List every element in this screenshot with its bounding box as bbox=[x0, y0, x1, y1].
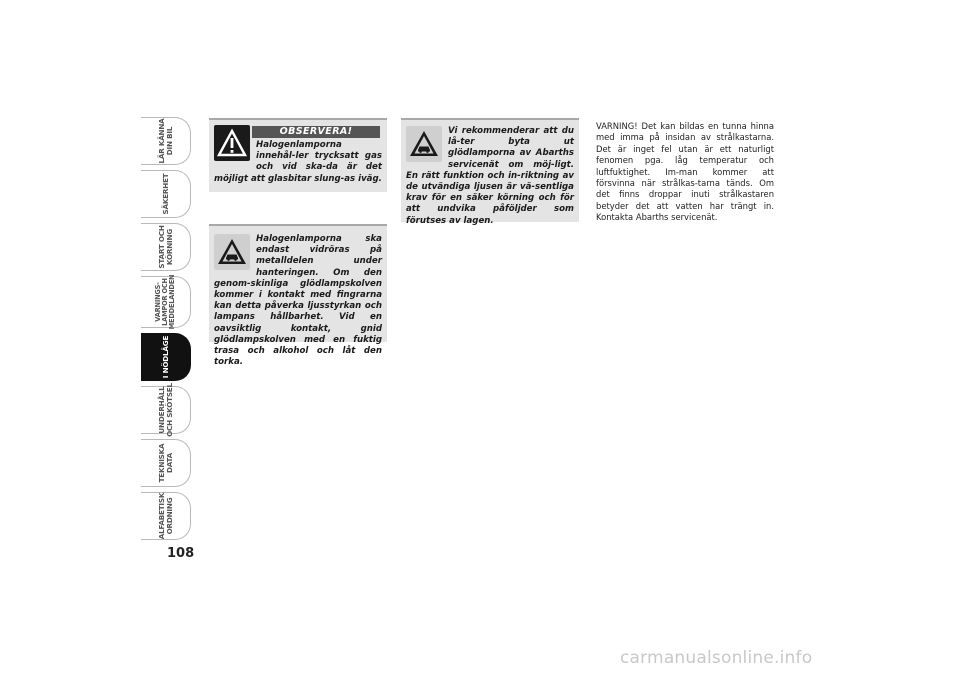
tab-varningslampor[interactable] bbox=[141, 276, 191, 328]
watermark: carmanualsonline.info bbox=[620, 648, 813, 668]
tab-tekniska-data[interactable] bbox=[141, 439, 191, 487]
tab-label: I NÖDLÄGE bbox=[160, 335, 170, 379]
rekommend-text: Vi rekommenderar att du lå-ter byta ut glödlamporna av Abarths servicenät om möj-ligt. En rätt funktion och in-riktning av de utvändiga ljusen är vä-sentliga krav för en säker körning och för att undvika påföljder som förutses av lagen. bbox=[406, 126, 574, 226]
tab-label: LÄR KÄNNA DIN BIL bbox=[156, 118, 174, 164]
halogen-text: Halogenlamporna ska endast vidröras på metalldelen under hanteringen. Om den genom-skinliga glödlampskolven kommer i kontakt med fingrarna kan detta påverka ljusstyrkan och lampans hållbarhet. Vid en oavsiktlig kontakt, gnid glödlampskolven med en fuktig trasa och alkohol och låt den torka. bbox=[214, 234, 382, 368]
car-warning-triangle-icon bbox=[214, 234, 250, 270]
halogen-text-block bbox=[214, 234, 382, 368]
varning-paragraph: VARNING! Det kan bildas en tunna hinna med imma på insidan av strålkastarna. Det är inget fel utan är ett naturligt fenomen pga. låg temperatur och luftfuktighet. Im-man kommer att försvinna när strålkas-tarna tänds. Om det finns droppar inuti strålkastaren betyder det att vatten har trängt in. Kontakta Abarths servicenät. bbox=[596, 121, 774, 223]
tab-label: TEKNISKA DATA bbox=[156, 443, 174, 483]
car-warning-triangle-icon bbox=[406, 126, 442, 162]
warning-triangle-icon bbox=[214, 125, 250, 161]
chapter-tabs bbox=[141, 117, 193, 545]
rekommend-box bbox=[401, 118, 579, 226]
tab-label: VARNINGS- LAMPOR OCH MEDDELANDEN bbox=[153, 274, 177, 330]
observera-box bbox=[209, 118, 387, 192]
tab-label: ALFABETISK ORDNING bbox=[156, 492, 174, 540]
tab-lar-kanna-din-bil[interactable] bbox=[141, 117, 191, 165]
halogen-box bbox=[209, 224, 387, 368]
tab-underhall-och-skotsel[interactable] bbox=[141, 383, 191, 437]
page-number: 108 bbox=[167, 546, 195, 561]
tab-sakerhet[interactable] bbox=[141, 170, 191, 218]
tab-alfabetisk-ordning[interactable] bbox=[141, 492, 191, 540]
observera-heading: OBSERVERA! bbox=[252, 126, 380, 138]
observera-text-block bbox=[214, 140, 382, 185]
rekommend-text-block bbox=[406, 126, 574, 227]
tab-label: UNDERHÅLL OCH SKÖTSEL bbox=[156, 383, 174, 437]
tab-label: START OCH KÖRNING bbox=[156, 225, 174, 269]
tab-label: SÄKERHET bbox=[160, 173, 170, 215]
observera-text: Halogenlamporna innehål-ler trycksatt gas och vid ska-da är det möjligt att glasbitar slung-as iväg. bbox=[214, 140, 382, 184]
tab-start-och-korning[interactable] bbox=[141, 223, 191, 271]
tab-i-nodlage[interactable] bbox=[141, 333, 191, 381]
